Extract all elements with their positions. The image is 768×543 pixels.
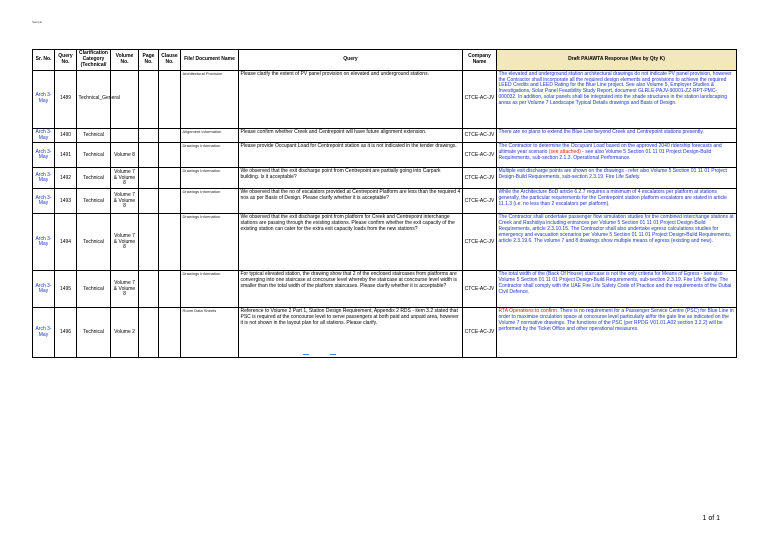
company-cell: CTCE-AC-JV xyxy=(463,143,497,168)
table-row xyxy=(33,70,737,128)
response-cell xyxy=(497,214,737,271)
company-cell: CTCE-AC-JV xyxy=(463,271,497,308)
response-highlight: RTA Operations to confirm. xyxy=(498,308,559,315)
query-no-cell: 1496 xyxy=(55,308,77,358)
category-cell: Technical xyxy=(77,128,111,143)
response-text-cont: - see also Volume 5 Section 01 11 01 Project Design-Build Requirements, sub-section 2.1.3. Operational Performance. xyxy=(498,149,712,162)
header-query: Query xyxy=(239,50,463,71)
company-cell: CTCE-AC-JV xyxy=(463,308,497,358)
query-cell: For typical elevated station, the drawing show that 2 of the enclosed staircases from platforms are converging into one staircase at concourse level whereby the staircase at concourse level width is smaller than the total width of the platform staircases. Please clarify whether it is acceptable? xyxy=(239,271,463,308)
clause-cell xyxy=(159,308,181,358)
volume-cell: Volume 7 & Volume 8 xyxy=(111,189,139,214)
query-log-table xyxy=(32,49,737,358)
clause-cell xyxy=(159,214,181,271)
volume-cell: Volume 7 & Volume 8 xyxy=(111,168,139,189)
category-cell: Technical_General xyxy=(77,70,111,128)
header-category: Clarification Category (Technical/ xyxy=(77,50,111,71)
response-cell xyxy=(497,271,737,308)
query-cell: We observed that the exit discharge point from platform for Creek and Centrepoint interchange stations are passing through the existing stations. Please confirm whether the exit capacity of the existing station can cater for the extra exit capacity loads from the new stations? xyxy=(239,214,463,271)
header-sr-no: Sr. No. xyxy=(33,50,55,71)
page-cell xyxy=(139,128,159,143)
category-cell: Technical xyxy=(77,271,111,308)
sr-no-cell: Arch 3-May xyxy=(33,189,55,214)
table-row xyxy=(33,214,737,271)
query-cell: Reference to Volume 2 Part 1, Station Design Requirement, Appendix 2 RDS - item 3.2 stated that PSC is required at the concourse level to serve passengers at both paid and unpaid area, however it is not shown in the layout plan for all stations. Please clarify. xyxy=(239,308,463,358)
volume-cell: Volume 7 & Volume 8 xyxy=(111,271,139,308)
volume-cell xyxy=(111,128,139,143)
query-no-cell: 1493 xyxy=(55,189,77,214)
file-doc-cell: Alignment Information xyxy=(181,128,239,143)
category-cell: Technical xyxy=(77,308,111,358)
response-cell xyxy=(497,143,737,168)
response-text: The total width of the (Back Of House) staircase is not the only criteria for Means of Egress - see also Volume 5 Section 01 11 01 Project Design-Build Requirements, sub-section 2.3.19. Fire Life Safety. The Contractor shall comply with the UAE Fire Life Safety Code of Practice and the requirements of the Dubai Civil Defence. xyxy=(498,271,732,296)
page-number: 1 of 1 xyxy=(702,515,720,522)
query-no-cell: 1494 xyxy=(55,214,77,271)
clause-cell xyxy=(159,189,181,214)
response-text: The elevated and underground station architectural drawings do not indicate PV panel provision, however the Contractor shall incorporate all the required design elements and provisions to achieve the required LEED Credits and LEED Rating for the Blue Line project. See also Volume 5, Employer Studies & Investigations, Solar Panel Feasibility Study Report, document GLRLE-PAJV-90001-ZZ-RPT-PMC-000032. In addition, solar panels shall be integrated into the shade structures in the station landscaping areas as per Volume 7 Landscape Typical Details drawings and Basis of Design. xyxy=(498,70,732,107)
clause-cell xyxy=(159,168,181,189)
query-no-cell: 1492 xyxy=(55,168,77,189)
table-row xyxy=(33,271,737,308)
sr-no-cell: Arch 3-May xyxy=(33,214,55,271)
table-row xyxy=(33,143,737,168)
sr-no-cell: Arch 3-May xyxy=(33,271,55,308)
category-cell: Technical xyxy=(77,214,111,271)
response-text: Multiple exit discharge points are shown on the drawings - refer also Volume 5 Section 01 11 01 Project Design-Build Requirements, sub-section 2.3.19. Fire Life Safety. xyxy=(498,168,727,181)
corner-label: Sample xyxy=(32,20,43,24)
response-cell xyxy=(497,168,737,189)
query-no-cell: 1490 xyxy=(55,128,77,143)
file-doc-cell: Room Data Sheets xyxy=(181,308,239,358)
page-cell xyxy=(139,214,159,271)
category-cell: Technical xyxy=(77,168,111,189)
query-cell: We observed that the no of escalators provided at Centrepoint Platform are less than the required 4 nos as per Basis of Design. Please clarify whether it is acceptable? xyxy=(239,189,463,214)
response-text: There are no plans to extend the Blue Line beyond Creek and Centrepoint stations presently. xyxy=(498,128,704,135)
page-cell xyxy=(139,143,159,168)
category-cell: Technical xyxy=(77,143,111,168)
file-doc-cell: Drawings Information xyxy=(181,143,239,168)
file-doc-cell: Drawings Information xyxy=(181,214,239,271)
page-cell xyxy=(139,271,159,308)
response-text: The Contractor shall undertake passenger flow simulation studies for the combined interchange stations at Creek and Rashidiya including entrances per Volume 5 Section 01 11 01 Project Design-Build Requirements, article 2.3.10.15. The Contractor shall also undertake egress calculations studies for emergency and evacuation scenarios per Volume 5 Section 01 11 01 Project Design-Build Requirements, article 2.3.19.6. The volume 7 and 8 drawings show multiple means of egress (existing and new). xyxy=(498,214,734,245)
header-page: Page No. xyxy=(139,50,159,71)
sr-no-cell: Arch 3-May xyxy=(33,168,55,189)
query-no-cell: 1489 xyxy=(55,70,77,128)
company-cell: CTCE-AC-JV xyxy=(463,168,497,189)
sr-no-cell: Arch 3-May xyxy=(33,128,55,143)
company-cell: CTCE-AC-JV xyxy=(463,189,497,214)
query-no-cell: 1495 xyxy=(55,271,77,308)
query-cell: Please confirm whether Creek and Centrepoint will have future alignment extension. xyxy=(239,128,463,143)
sr-no-cell: Arch 3-May xyxy=(33,143,55,168)
volume-cell: Volume 2 xyxy=(111,308,139,358)
category-cell: Technical xyxy=(77,189,111,214)
query-cell: Please clarify the extent of PV panel provision on elevated and underground stations. xyxy=(239,70,463,128)
file-doc-cell: Architectural Provision xyxy=(181,70,239,128)
table-row xyxy=(33,168,737,189)
page-cell xyxy=(139,308,159,358)
file-doc-cell: Drawings Information xyxy=(181,271,239,308)
query-cell: We observed that the exit discharge point from Centrepoint are partially going into Carpark building. Is it acceptable? xyxy=(239,168,463,189)
response-cell xyxy=(497,70,737,128)
clause-cell xyxy=(159,128,181,143)
sr-no-cell: Arch 3-May xyxy=(33,308,55,358)
query-no-cell: 1491 xyxy=(55,143,77,168)
volume-cell: Volume 8 xyxy=(111,143,139,168)
header-query-no: Query No. xyxy=(55,50,77,71)
header-response: Draft PA/AWTA Response (Mex by Qty K) xyxy=(497,50,737,71)
clause-cell xyxy=(159,143,181,168)
table-row xyxy=(33,128,737,143)
company-cell: CTCE-AC-JV xyxy=(463,70,497,128)
table-row xyxy=(33,189,737,214)
blue-underline-mark xyxy=(330,354,336,355)
response-text: While the Architecture BoD article 6.2.7 requires a minimum of 4 escalators per platform at stations generally, the particular requirements for the Centrepoint station platform escalators are stated in article 11.1.3 (i.e. no less than 2 escalators per platform). xyxy=(498,189,727,208)
response-text: The Contractor to determine the Occupant Load based on the approved 2040 ridership forecasts and ultimate year scenario xyxy=(498,143,722,156)
response-highlight: (see attached) xyxy=(548,149,581,156)
page-cell xyxy=(139,70,159,128)
blue-underline-mark xyxy=(303,354,309,355)
header-clause: Clause No. xyxy=(159,50,181,71)
clause-cell xyxy=(159,271,181,308)
clause-cell xyxy=(159,70,181,128)
header-file-doc: File/ Document Name xyxy=(181,50,239,71)
response-cell xyxy=(497,189,737,214)
header-volume: Volume No. xyxy=(111,50,139,71)
sr-no-cell: Arch 3-May xyxy=(33,70,55,128)
page-cell xyxy=(139,168,159,189)
response-cell xyxy=(497,128,737,143)
header-row xyxy=(33,50,737,71)
response-cell xyxy=(497,308,737,358)
page-cell xyxy=(139,189,159,214)
file-doc-cell: Drawings Information xyxy=(181,168,239,189)
query-cell: Please provide Occupant Load for Centrepoint station as it is not indicated in the tender drawings. xyxy=(239,143,463,168)
response-text-cont: There is no requirement for a Passenger Service Centre (PSC) for Blue Line in order to maximise circulation space at concourse level particularly at/for the gate line as indicated on the Volume 7 normative drawings. The functions of the PSC (per RPDG V01.01.A02 section 3.2.2) will be performed by the Ticket Office and other operational measures. xyxy=(498,308,734,333)
table-row xyxy=(33,308,737,358)
header-company: Company Name xyxy=(463,50,497,71)
volume-cell: Volume 7 & Volume 8 xyxy=(111,214,139,271)
company-cell: CTCE-AC-JV xyxy=(463,214,497,271)
company-cell: CTCE-AC-JV xyxy=(463,128,497,143)
file-doc-cell: Drawings Information xyxy=(181,189,239,214)
